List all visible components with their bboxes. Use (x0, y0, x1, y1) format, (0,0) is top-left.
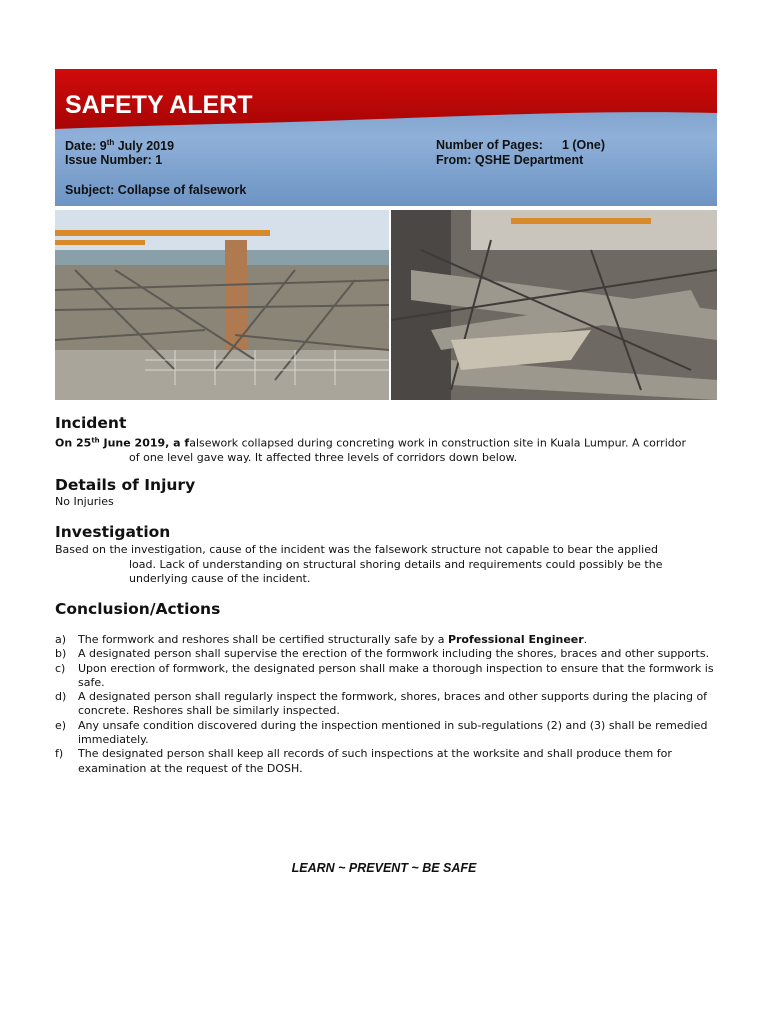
injury-heading: Details of Injury (55, 476, 196, 494)
investigation-text: Based on the investigation, cause of the incident was the falsework structure not capable to bear the applied load. Lack of understanding on structural shoring details and requirements could possibly be the underlying cause of the incident. (55, 543, 663, 585)
list-item: b) A designated person shall supervise the erection of the formwork including the shores, braces and other supports. (55, 647, 710, 661)
incident-photos (55, 210, 717, 400)
number-of-pages: Number of Pages: 1 (One) (436, 138, 606, 152)
alert-date: Date: 9th July 2019 (65, 138, 175, 154)
subject: Subject: Collapse of falsework (65, 183, 247, 197)
list-item: a) The formwork and reshores shall be certified structurally safe by a Professional Engineer. (55, 633, 588, 646)
footer-slogan: LEARN ~ PREVENT ~ BE SAFE (291, 861, 477, 875)
action-list (55, 633, 719, 776)
investigation-heading: Investigation (55, 523, 171, 541)
list-item: f) The designated person shall keep all records of such inspections at the worksite and shall produce them for examination at the request of the DOSH. (55, 747, 672, 775)
alert-header (55, 69, 717, 206)
list-item: e) Any unsafe condition discovered during the inspection mentioned in sub-regulations (2) and (3) shall be remedied immediately. (55, 718, 708, 747)
conclusion-heading: Conclusion/Actions (55, 600, 221, 618)
site-photo-right (391, 210, 717, 400)
incident-text: On 25th June 2019, a falsework collapsed during concreting work in construction site in Kuala Lumpur. A corridor of one level gave way. It affected three levels of corridors down below. (55, 436, 686, 465)
list-item: d) A designated person shall regularly inspect the formwork, shores, braces and other supports during the placing of concrete. Reshores shall be similarly inspected. (55, 690, 708, 718)
injury-text: No Injuries (55, 495, 114, 508)
site-photo-left (55, 210, 389, 400)
list-item: c) Upon erection of formwork, the designated person shall make a thorough inspection to ensure that the formwork is safe. (55, 661, 714, 689)
incident-heading: Incident (55, 414, 127, 432)
issue-number: Issue Number: 1 (65, 153, 163, 167)
page-title: SAFETY ALERT (65, 91, 253, 119)
from-department: From: QSHE Department (436, 153, 584, 167)
